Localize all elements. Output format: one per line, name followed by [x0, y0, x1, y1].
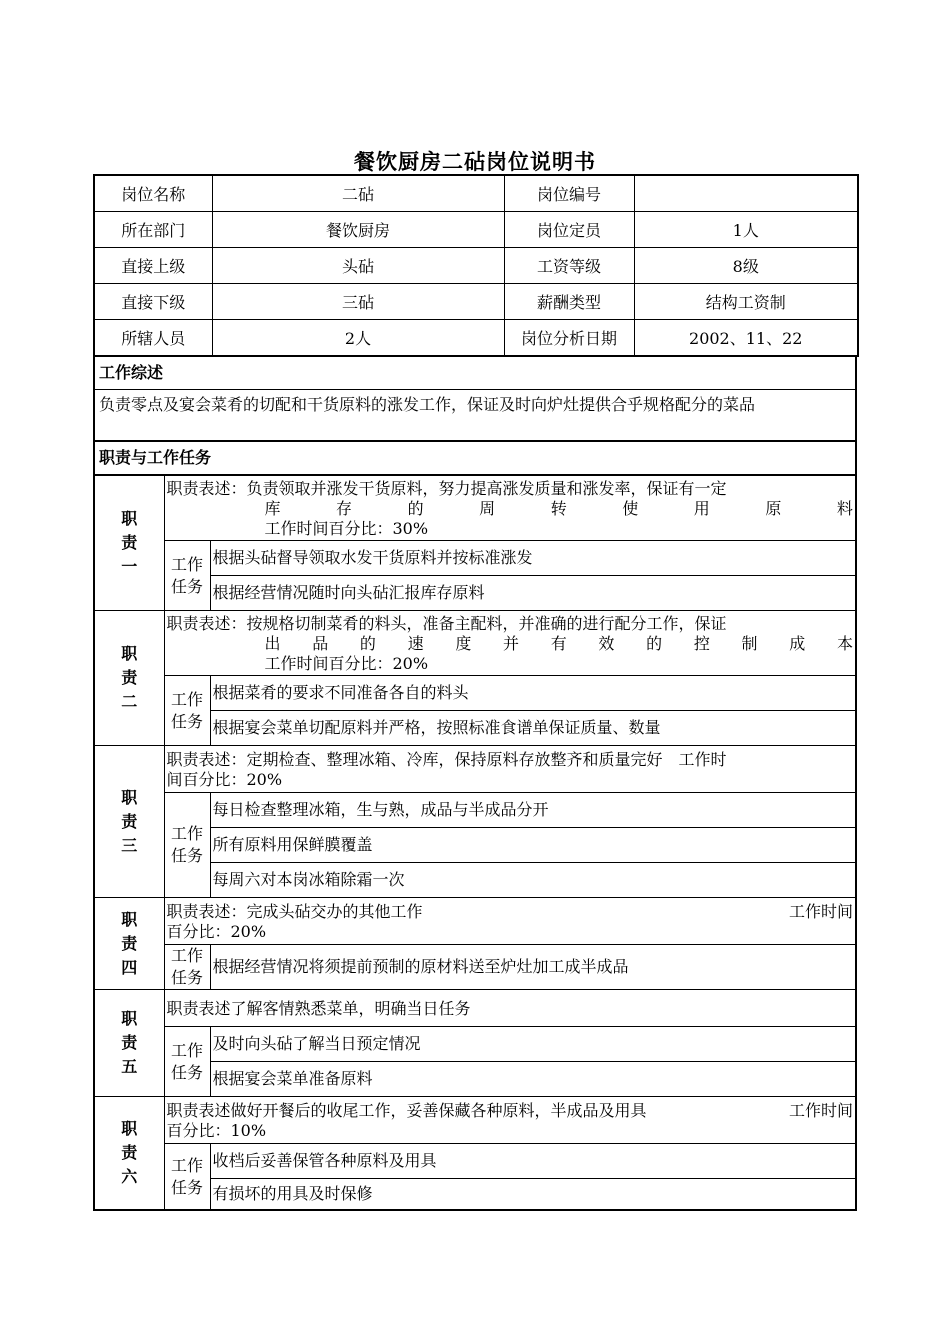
field-value: 二砧 — [212, 175, 504, 212]
description-char: 本 — [836, 634, 853, 653]
duty-label-char: 责 — [121, 933, 138, 953]
duty-label — [94, 1097, 164, 1211]
description-char: 效 — [598, 634, 615, 653]
duties-table — [93, 475, 857, 1211]
description-line — [167, 634, 854, 654]
description-text: 工作时间 — [788, 1101, 853, 1120]
description-char: 周 — [479, 499, 496, 518]
task-item: 根据经营情况随时向头砧汇报库存原料 — [210, 576, 856, 611]
field-value: 1人 — [634, 212, 858, 248]
field-value: 头砧 — [212, 248, 504, 284]
description-text: 工作时间 — [788, 902, 853, 921]
task-item: 及时向头砧了解当日预定情况 — [210, 1027, 856, 1062]
description-char: 的 — [359, 634, 376, 653]
description-char: 出 — [264, 634, 281, 653]
info-row — [94, 175, 858, 212]
duty-row — [94, 746, 856, 793]
description-char: 成 — [789, 634, 806, 653]
description-line: 职责表述：定期检查、整理冰箱、冷库，保持原料存放整齐和质量完好 工作时 — [166, 750, 727, 769]
description-char: 的 — [407, 499, 424, 518]
description-text: 职责表述做好开餐后的收尾工作，妥善保藏各种原料，半成品及用具 — [166, 1101, 647, 1120]
duty-label-char: 责 — [121, 533, 138, 552]
info-table — [93, 174, 859, 357]
description-line: 职责表述：负责领取并涨发干货原料，努力提高涨发质量和涨发率，保证有一定 — [166, 479, 727, 498]
field-label: 所辖人员 — [94, 320, 212, 357]
duty-row — [94, 476, 856, 541]
duty-row — [94, 990, 856, 1027]
description-char: 度 — [455, 634, 472, 653]
description-char: 存 — [336, 499, 353, 518]
field-label: 薪酬类型 — [504, 284, 634, 320]
task-item: 根据宴会菜单准备原料 — [210, 1062, 856, 1097]
duty-label-char: 四 — [121, 957, 138, 977]
field-value: 8级 — [634, 248, 858, 284]
description-line: 职责表述了解客情熟悉菜单，明确当日任务 — [166, 999, 471, 1018]
task-label-line: 工作 — [170, 946, 203, 965]
task-label-line: 工作 — [170, 689, 203, 709]
task-item: 根据宴会菜单切配原料并严格，按照标准食谱单保证质量、数量 — [210, 711, 856, 746]
task-label — [164, 793, 210, 898]
field-value: 餐饮厨房 — [212, 212, 504, 248]
task-label-line: 工作 — [170, 554, 203, 574]
duty-label-char: 一 — [121, 557, 138, 576]
duty-label-char: 二 — [121, 692, 138, 711]
field-label: 工资等级 — [504, 248, 634, 284]
duty-label-char: 职 — [121, 644, 138, 663]
field-label: 直接下级 — [94, 284, 212, 320]
description-char: 有 — [550, 634, 567, 653]
field-value: 2人 — [212, 320, 504, 357]
task-row — [94, 1027, 856, 1062]
field-label: 岗位分析日期 — [504, 320, 634, 357]
duty-label-char: 六 — [121, 1167, 138, 1186]
task-row — [94, 541, 856, 576]
description-char: 转 — [550, 499, 567, 518]
info-row — [94, 320, 858, 357]
duty-description — [164, 746, 856, 793]
description-line: 职责表述：按规格切制菜肴的料头，准备主配料，并准确的进行配分工作，保证 — [166, 614, 727, 633]
field-label: 岗位名称 — [94, 175, 212, 212]
description-char: 料 — [836, 499, 853, 518]
task-label — [164, 945, 210, 990]
duty-label-char: 责 — [121, 1033, 138, 1052]
task-row — [94, 793, 856, 828]
task-label-line: 任务 — [170, 1062, 203, 1082]
work-time-percentage: 百分比：20% — [166, 922, 267, 941]
task-label-line: 任务 — [170, 576, 203, 596]
summary-heading: 工作综述 — [93, 357, 857, 390]
duty-label — [94, 898, 164, 990]
duty-row — [94, 898, 856, 945]
field-label: 直接上级 — [94, 248, 212, 284]
description-char: 并 — [503, 634, 520, 653]
task-item: 收档后妥善保管各种原料及用具 — [210, 1144, 856, 1179]
duty-label-char: 三 — [121, 835, 138, 855]
info-row — [94, 212, 858, 248]
description-line — [167, 902, 854, 922]
task-item: 每日检查整理冰箱，生与熟，成品与半成品分开 — [210, 793, 856, 828]
description-char: 速 — [407, 634, 424, 653]
duty-description — [164, 898, 856, 945]
description-char: 库 — [264, 499, 281, 518]
description-text: 职责表述：完成头砧交办的其他工作 — [166, 902, 423, 921]
work-time-percentage: 间百分比：20% — [166, 770, 283, 789]
duty-label-char: 职 — [121, 909, 138, 929]
task-label-line: 任务 — [170, 1177, 203, 1197]
duty-label-char: 职 — [121, 1009, 138, 1028]
field-label: 岗位定员 — [504, 212, 634, 248]
description-char: 的 — [646, 634, 663, 653]
duty-row — [94, 1097, 856, 1144]
field-value — [634, 175, 858, 212]
job-description-form — [93, 174, 857, 1211]
duty-description — [164, 1097, 856, 1144]
task-item: 所有原料用保鲜膜覆盖 — [210, 828, 856, 863]
duty-label — [94, 746, 164, 898]
description-char: 用 — [693, 499, 710, 518]
task-item: 有损坏的用具及时保修 — [210, 1179, 856, 1211]
duty-label — [94, 990, 164, 1097]
field-value: 三砧 — [212, 284, 504, 320]
duty-label-char: 职 — [121, 1119, 138, 1138]
duty-description — [164, 476, 856, 541]
task-label-line: 工作 — [170, 1155, 203, 1175]
duty-label-char: 责 — [121, 1143, 138, 1162]
summary-text: 负责零点及宴会菜肴的切配和干货原料的涨发工作，保证及时向炉灶提供合乎规格配分的菜品 — [93, 390, 857, 442]
description-char: 制 — [741, 634, 758, 653]
duty-label-char: 职 — [121, 509, 138, 528]
work-time-percentage: 工作时间百分比：30% — [264, 519, 429, 538]
task-label-line: 工作 — [170, 1040, 203, 1060]
description-char: 控 — [693, 634, 710, 653]
description-line — [167, 499, 854, 519]
description-char: 原 — [765, 499, 782, 518]
info-row — [94, 284, 858, 320]
duty-label-char: 责 — [121, 811, 138, 831]
duty-description — [164, 611, 856, 676]
duty-label-char: 责 — [121, 668, 138, 687]
duties-heading: 职责与工作任务 — [93, 442, 857, 475]
duty-label — [94, 476, 164, 611]
page-title: 餐饮厨房二砧岗位说明书 — [354, 149, 596, 174]
duty-label — [94, 611, 164, 746]
description-line — [167, 1101, 854, 1121]
task-label — [164, 1027, 210, 1097]
task-row — [94, 676, 856, 711]
task-item: 每周六对本岗冰箱除霜一次 — [210, 863, 856, 898]
duty-row — [94, 611, 856, 676]
info-row — [94, 248, 858, 284]
task-label — [164, 676, 210, 746]
task-item: 根据头砧督导领取水发干货原料并按标准涨发 — [210, 541, 856, 576]
duty-description — [164, 990, 856, 1027]
work-time-percentage: 工作时间百分比：20% — [264, 654, 429, 673]
task-row — [94, 1144, 856, 1179]
duty-label-char: 职 — [121, 787, 138, 807]
description-char: 使 — [622, 499, 639, 518]
task-label-line: 任务 — [170, 846, 203, 865]
field-label: 岗位编号 — [504, 175, 634, 212]
task-item: 根据经营情况将须提前预制的原材料送至炉灶加工成半成品 — [210, 945, 856, 990]
task-label — [164, 1144, 210, 1211]
description-char: 品 — [312, 634, 329, 653]
task-label — [164, 541, 210, 611]
field-label: 所在部门 — [94, 212, 212, 248]
task-label-line: 任务 — [170, 711, 203, 731]
field-value: 2002、11、22 — [634, 320, 858, 357]
task-row — [94, 945, 856, 990]
work-time-percentage: 百分比：10% — [166, 1121, 267, 1140]
field-value: 结构工资制 — [634, 284, 858, 320]
task-label-line: 任务 — [170, 968, 203, 987]
task-item: 根据菜肴的要求不同准备各自的料头 — [210, 676, 856, 711]
task-label-line: 工作 — [170, 824, 203, 843]
duty-label-char: 五 — [121, 1057, 138, 1076]
